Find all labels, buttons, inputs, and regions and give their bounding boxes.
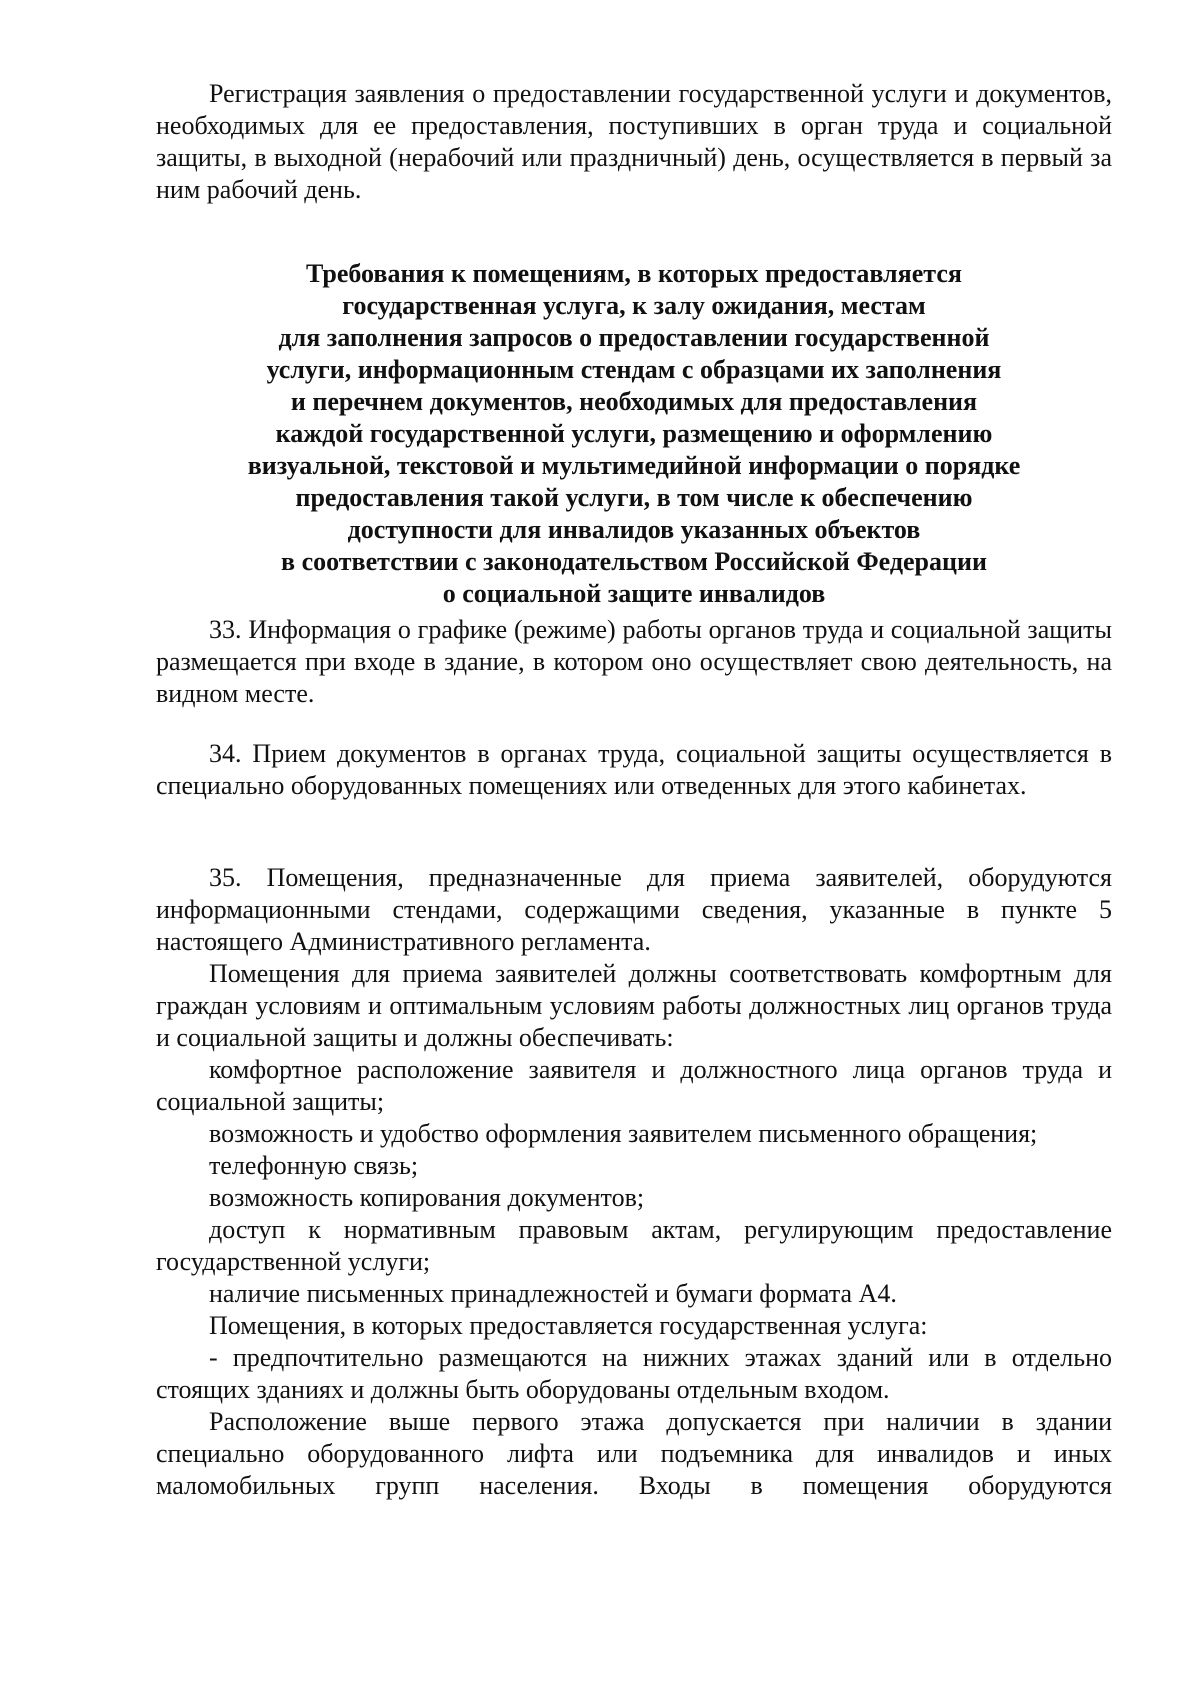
paragraph-35: 35. Помещения, предназначенные для приема заявителей, оборудуются информационными стендами, содержащими сведения, указанные в пункте 5 настоящего Административного регламента. (156, 863, 1112, 956)
paragraph-34: 34. Прием документов в органах труда, социальной защиты осуществляется в специально оборудованных помещениях или отведенных для этого кабинетах. (156, 739, 1112, 800)
registration-section (156, 78, 1112, 206)
heading-line: доступности для инвалидов указанных объектов (347, 515, 921, 544)
premises-floors: - предпочтительно размещаются на нижних этажах зданий или в отдельно стоящих зданиях и должны быть оборудованы отдельным входом. (156, 1343, 1112, 1404)
heading-line: визуальной, текстовой и мультимедийной информации о порядке (247, 451, 1021, 480)
paragraph-33-section (156, 614, 1112, 710)
section-heading (156, 258, 1112, 610)
list-item-phone: телефонную связь; (209, 1151, 419, 1180)
heading-line: в соответствии с законодательством Российской Федерации (281, 547, 987, 576)
heading-line: и перечнем документов, необходимых для предоставления (290, 387, 978, 416)
list-item-acts: доступ к нормативным правовым актам, регулирующим предоставление государственной услуги; (156, 1215, 1112, 1276)
paragraph-34-section (156, 738, 1112, 802)
heading-line: Требования к помещениям, в которых предоставляется (306, 259, 962, 288)
list-item-writing: возможность и удобство оформления заявителем письменного обращения; (209, 1119, 1038, 1148)
paragraph-35-section (156, 862, 1112, 1502)
premises-intro: Помещения, в которых предоставляется государственная услуга: (209, 1311, 928, 1340)
list-item-copy: возможность копирования документов; (209, 1183, 645, 1212)
paragraph-33: 33. Информация о графике (режиме) работы органов труда и социальной защиты размещается при входе в здание, в котором оно осуществляет свою деятельность, на видном месте. (156, 615, 1112, 708)
list-item-paper: наличие письменных принадлежностей и бумаги формата А4. (209, 1279, 897, 1308)
list-item-location: комфортное расположение заявителя и должностного лица органов труда и социальной защиты; (156, 1055, 1112, 1116)
heading-line: каждой государственной услуги, размещению и оформлению (275, 419, 993, 448)
premises-upper-floors: Расположение выше первого этажа допускается при наличии в здании специально оборудованного лифта или подъемника для инвалидов и иных маломобильных групп населения. Входы в помещения оборудуются (156, 1407, 1112, 1500)
heading-line: для заполнения запросов о предоставлении государственной (278, 323, 990, 352)
heading-line: предоставления такой услуги, в том числе к обеспечению (295, 483, 973, 512)
heading-line: о социальной защите инвалидов (442, 579, 826, 608)
heading-line: услуги, информационным стендам с образцами их заполнения (266, 355, 1002, 384)
paragraph-35-comfort: Помещения для приема заявителей должны соответствовать комфортным для граждан условиям и оптимальным условиям работы должностных лиц органов труда и социальной защиты и должны обеспечивать: (156, 959, 1112, 1052)
registration-paragraph: Регистрация заявления о предоставлении государственной услуги и документов, необходимых для ее предоставления, поступивших в орган труда и социальной защиты, в выходной (нерабочий или праздничный) день, осуществляется в первый за ним рабочий день. (156, 79, 1112, 204)
heading-line: государственная услуга, к залу ожидания, местам (342, 291, 926, 320)
